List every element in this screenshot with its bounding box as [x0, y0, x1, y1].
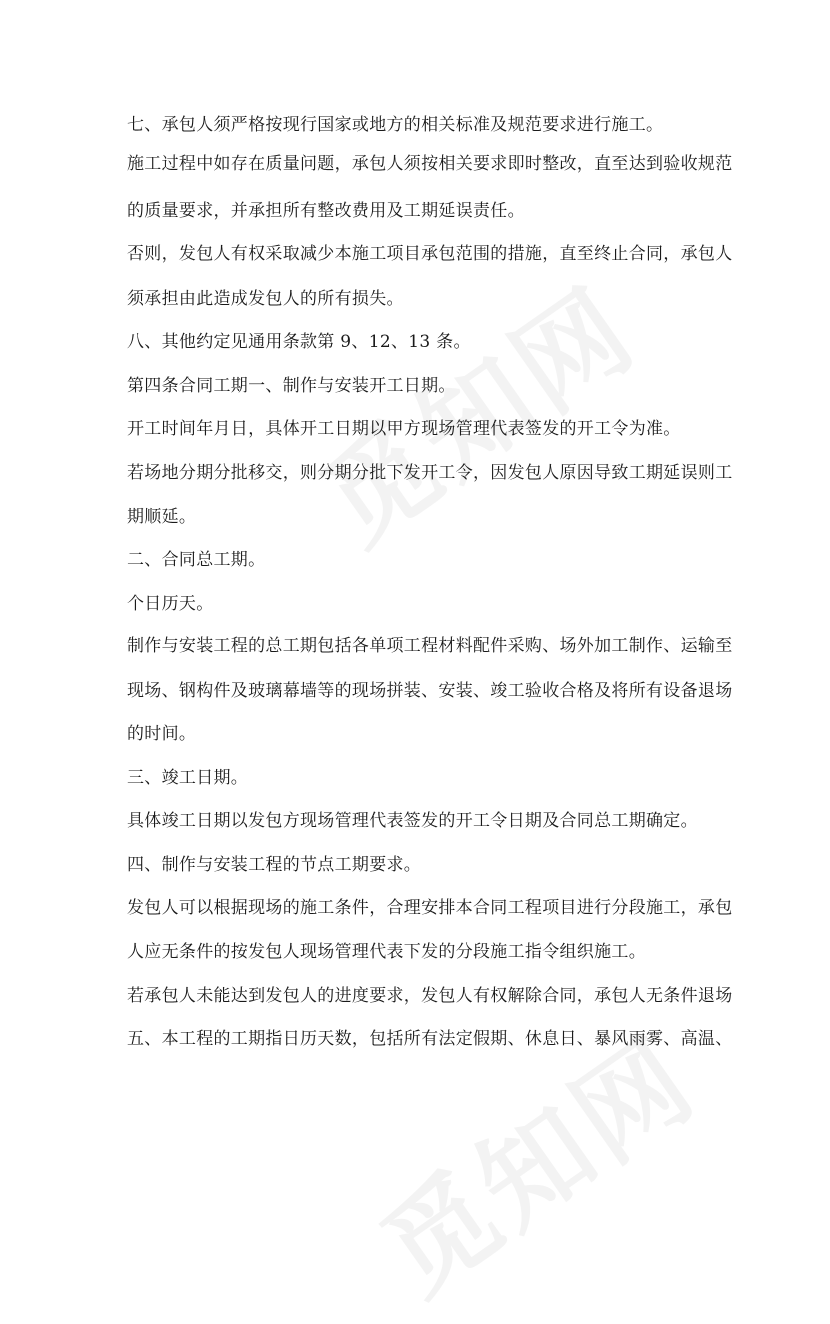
paragraph-line: 八、其他约定见通用条款第 9、12、13 条。 [127, 332, 471, 352]
paragraph-line: 人应无条件的按发包人现场管理代表下发的分段施工指令组织施工。 [127, 942, 646, 962]
paragraph-line: 第四条合同工期一、制作与安装开工日期。 [127, 376, 456, 396]
paragraph-line: 现场、钢构件及玻璃幕墙等的现场拼装、安装、竣工验收合格及将所有设备退场 [127, 681, 733, 701]
paragraph-line: 个日历天。 [127, 594, 214, 614]
paragraph-line: 二、合同总工期。 [127, 550, 266, 570]
paragraph-line: 施工过程中如存在质量问题，承包人须按相关要求即时整改，直至达到验收规范 [127, 154, 733, 174]
paragraph-line: 三、竣工日期。 [127, 768, 249, 788]
paragraph-line: 否则，发包人有权采取减少本施工项目承包范围的措施，直至终止合同，承包人 [127, 244, 733, 264]
paragraph-line: 须承担由此造成发包人的所有损失。 [127, 289, 404, 309]
paragraph-line: 七、承包人须严格按现行国家或地方的相关标准及规范要求进行施工。 [127, 115, 664, 135]
paragraph-line: 开工时间年月日，具体开工日期以甲方现场管理代表签发的开工令为准。 [127, 419, 681, 439]
paragraph-line: 具体竣工日期以发包方现场管理代表签发的开工令日期及合同总工期确定。 [127, 811, 698, 831]
paragraph-line: 的时间。 [127, 724, 197, 744]
paragraph-line: 若承包人未能达到发包人的进度要求，发包人有权解除合同，承包人无条件退场 [127, 986, 733, 1006]
paragraph-line: 期顺延。 [127, 507, 197, 527]
paragraph-line: 四、制作与安装工程的节点工期要求。 [127, 855, 422, 875]
paragraph-line: 发包人可以根据现场的施工条件，合理安排本合同工程项目进行分段施工，承包 [127, 898, 733, 918]
paragraph-line: 的质量要求，并承担所有整改费用及工期延误责任。 [127, 201, 525, 221]
paragraph-line: 制作与安装工程的总工期包括各单项工程材料配件采购、场外加工制作、运输至 [127, 636, 733, 656]
paragraph-line: 若场地分期分批移交，则分期分批下发开工令，因发包人原因导致工期延误则工 [127, 463, 733, 483]
paragraph-line: 五、本工程的工期指日历天数，包括所有法定假期、休息日、暴风雨雾、高温、 [127, 1029, 733, 1049]
